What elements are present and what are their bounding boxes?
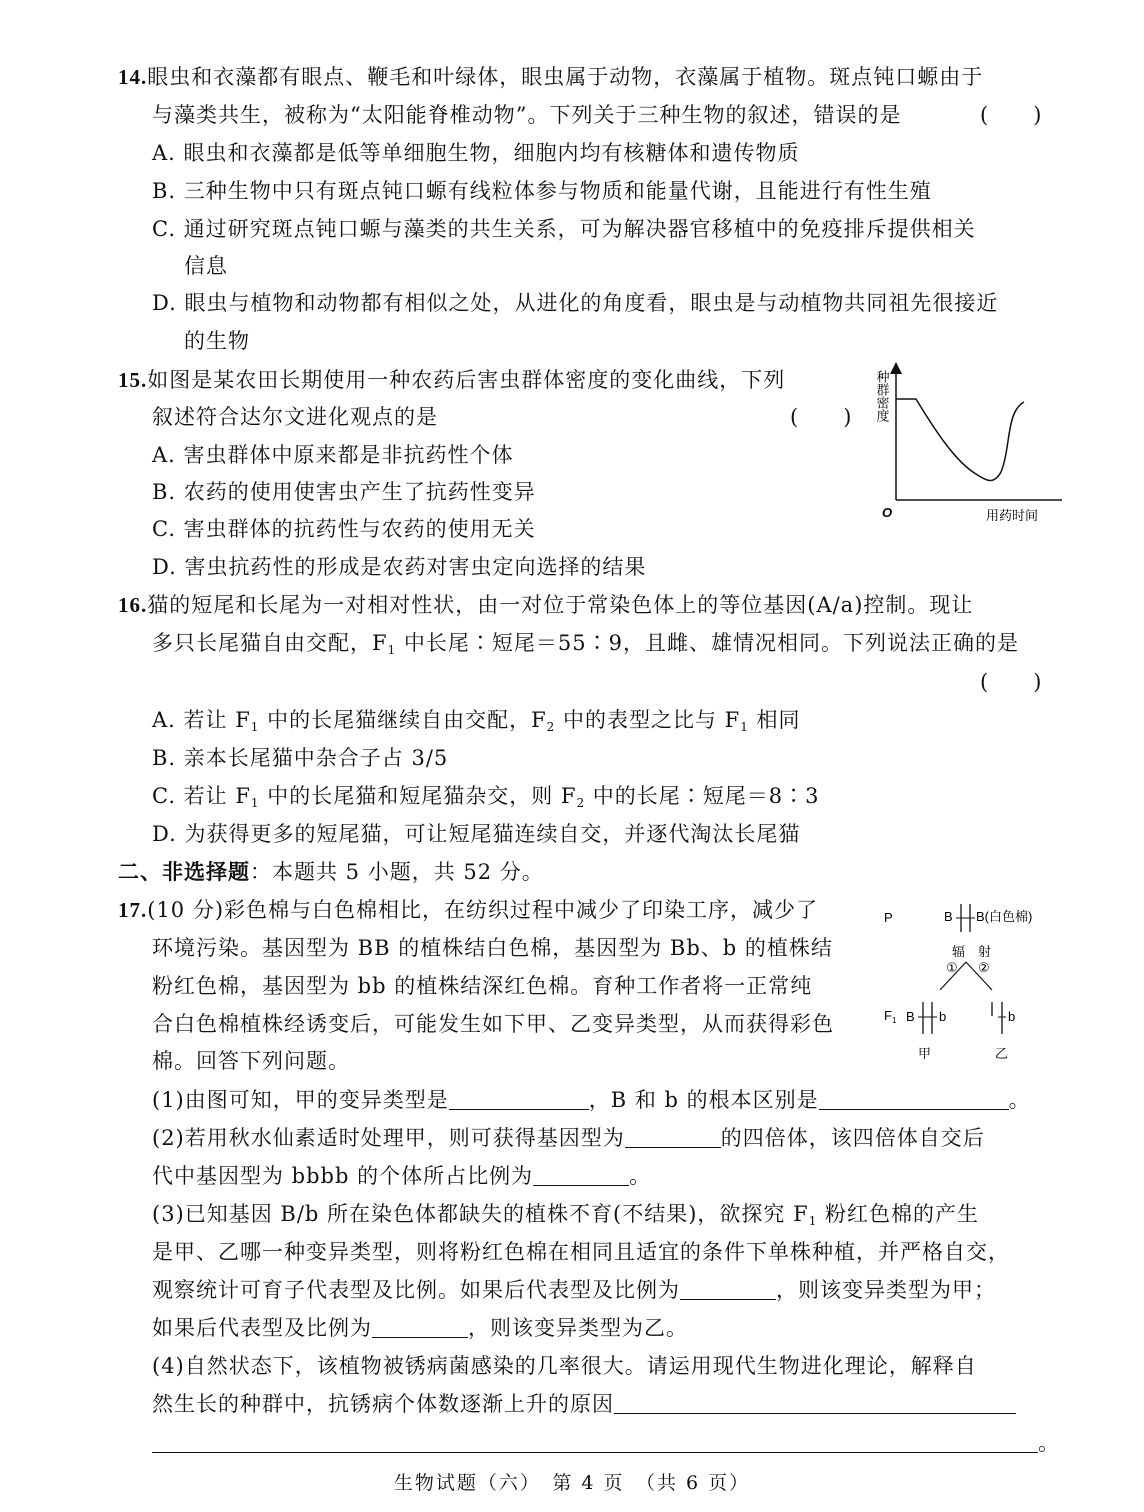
- radiation-label-1: 辐: [952, 944, 966, 959]
- q16-a-3: 中的表型之比与 F: [555, 708, 741, 732]
- q15-density-chart: [866, 362, 1066, 532]
- q17-sub1-text-a: (1)由图可知，甲的变异类型是: [152, 1088, 449, 1112]
- q17-sub2-text-c: 代中基因型为 bbbb 的个体所占比例为: [152, 1164, 534, 1188]
- parent-right-allele: B(白色棉): [976, 909, 1033, 924]
- q14-line2: 与藻类共生，被称为“太阳能脊椎动物”。下列关于三种生物的叙述，错误的是: [152, 103, 902, 127]
- q17-sub3-line2: 是甲、乙哪一种变异类型，则将粉红色棉在相同且适宜的条件下单株种植，并严格自交，: [152, 1240, 1010, 1264]
- q17-sub3-text-d1: 如果后代表型及比例为: [152, 1316, 372, 1340]
- q14-line1: [118, 62, 983, 92]
- q17-sub2: [152, 1123, 985, 1153]
- q16-c-sub1: 1: [250, 796, 260, 810]
- q14-number: 14.: [118, 65, 148, 89]
- q15-option-b: B. 农药的使用使害虫产生了抗药性变异: [152, 480, 536, 504]
- path-1-marker: ①: [946, 960, 958, 975]
- q16-number: 16.: [118, 593, 148, 617]
- q17-sub2-blank-1[interactable]: [625, 1125, 721, 1148]
- jia-allele-b-lower: b: [939, 1009, 947, 1024]
- q17-sub2-blank-2[interactable]: [533, 1163, 629, 1186]
- q17-sub3-text-c2: ，则该变异类型为甲；: [776, 1278, 996, 1302]
- q17-sub1-blank-2[interactable]: [819, 1087, 1009, 1110]
- q17-sub1-blank-1[interactable]: [449, 1087, 589, 1110]
- q17-line1: [118, 895, 818, 925]
- q17-sub3-text-a2: 粉红色棉的产生: [817, 1202, 980, 1226]
- q16-answer-paren: ( ): [980, 670, 1043, 694]
- q17-diagram-svg: [878, 898, 1048, 1063]
- q17-sub2-text-b: 的四倍体，该四倍体自交后: [720, 1126, 985, 1150]
- q17-sub3-text-a1: (3)已知基因 B/b 所在染色体都缺失的植株不育(不结果)，欲探究 F: [152, 1202, 809, 1226]
- q16-stem-2b: 中长尾∶短尾＝55∶9，且雌、雄情况相同。下列说法正确的是: [396, 631, 1019, 655]
- q16-line1: [118, 590, 973, 620]
- q16-sub: 1: [387, 643, 397, 657]
- q17-number: 17.: [118, 898, 148, 922]
- q17-sub4-text-b: 然生长的种群中，抗锈病个体数逐渐上升的原因: [152, 1392, 614, 1416]
- q17-sub4-blank-2[interactable]: [152, 1430, 1038, 1453]
- q15-line2: 叙述符合达尔文进化观点的是: [152, 405, 438, 429]
- q16-stem-1: 猫的短尾和长尾为一对相对性状，由一对位于常染色体上的等位基因(A/a)控制。现让: [147, 593, 974, 617]
- q14-option-d-cont: 的生物: [184, 329, 250, 353]
- yi-allele-b: b: [1008, 1009, 1016, 1024]
- section-2-header: [118, 857, 544, 887]
- q15-chart-svg: [866, 362, 1066, 532]
- q15-line1: [118, 365, 785, 395]
- q15-answer-paren: ( ): [790, 405, 853, 429]
- q17-sub2-cont: [152, 1161, 651, 1191]
- f1-sub: 1: [891, 1016, 897, 1025]
- q17-sub3: [152, 1199, 979, 1236]
- section-2-desc: ：本题共 5 小题，共 52 分。: [250, 860, 544, 884]
- q17-sub4-line3: [152, 1428, 1060, 1458]
- q17-sub3-line3: [152, 1275, 996, 1305]
- jia-allele-b-upper: B: [906, 1009, 915, 1024]
- q16-a-4: 相同: [748, 708, 801, 732]
- diagram-p-label: P: [884, 910, 893, 925]
- q16-c-sub2: 2: [576, 796, 586, 810]
- q17-line2: 环境污染。基因型为 BB 的植株结白色棉，基因型为 Bb、b 的植株结: [152, 936, 833, 960]
- q14-option-a: A. 眼虫和衣藻都是低等单细胞生物，细胞内均有核糖体和遗传物质: [152, 141, 800, 165]
- q16-a-2: 中的长尾猫继续自由交配，F: [259, 708, 547, 732]
- section-2-title: 二、非选择题: [118, 859, 250, 884]
- q16-option-c: [152, 781, 820, 818]
- q17-sub2-text-a: (2)若用秋水仙素适时处理甲，则可获得基因型为: [152, 1126, 625, 1150]
- q16-c-3: 中的长尾∶短尾＝8∶3: [585, 784, 820, 808]
- q17-sub3-text-d2: ，则该变异类型为乙。: [468, 1316, 688, 1340]
- y-axis-label: 种群密度: [874, 370, 890, 422]
- origin-label: O: [882, 505, 893, 520]
- path-2-marker: ②: [978, 960, 990, 975]
- q16-option-a: [152, 705, 801, 742]
- q14-option-c-cont: 信息: [184, 254, 228, 278]
- diagram-f1-label: [884, 1008, 897, 1025]
- q16-a-sub2: 2: [546, 720, 556, 734]
- q16-c-2: 中的长尾猫和短尾猫杂交，则 F: [259, 784, 577, 808]
- q17-sub1-text-c: 。: [1008, 1088, 1031, 1112]
- q14-option-b: B. 三种生物中只有斑点钝口螈有线粒体参与物质和能量代谢，且能进行有性生殖: [152, 179, 932, 203]
- q16-option-b: B. 亲本长尾猫中杂合子占 3/5: [152, 746, 449, 770]
- q17-line4: 合白色棉植株经诱变后，可能发生如下甲、乙变异类型，从而获得彩色: [152, 1012, 834, 1036]
- q17-line5: 棉。回答下列问题。: [152, 1049, 350, 1073]
- q15-option-a: A. 害虫群体中原来都是非抗药性个体: [152, 443, 514, 467]
- q16-option-d: D. 为获得更多的短尾猫，可让短尾猫连续自交，并逐代淘汰长尾猫: [152, 822, 801, 846]
- q17-sub4-line2: [152, 1389, 1016, 1419]
- q17-sub4: (4)自然状态下，该植物被锈病菌感染的几率很大。请运用现代生物进化理论，解释自: [152, 1354, 977, 1378]
- q14-answer-paren: ( ): [980, 103, 1043, 127]
- q17-stem-1: (10 分)彩色棉与白色棉相比，在纺织过程中减少了印染工序，减少了: [147, 898, 819, 922]
- parent-left-allele: B: [944, 909, 953, 924]
- q14-option-d: D. 眼虫与植物和动物都有相似之处，从进化的角度看，眼虫是与动植物共同祖先很接近: [152, 291, 999, 315]
- yi-label: 乙: [995, 1046, 1009, 1061]
- density-curve: [896, 399, 1024, 481]
- q17-sub3-text-c1: 观察统计可育子代表型及比例。如果后代表型及比例为: [152, 1278, 680, 1302]
- q14-stem-1: 眼虫和衣藻都有眼点、鞭毛和叶绿体，眼虫属于动物，衣藻属于植物。斑点钝口螈由于: [147, 65, 984, 89]
- q15-option-d: D. 害虫抗药性的形成是农药对害虫定向选择的结果: [152, 555, 647, 579]
- q16-line2: [152, 628, 1019, 665]
- q17-sub1: [152, 1085, 1031, 1115]
- q17-line3: 粉红色棉，基因型为 bb 的植株结深红色棉。育种工作者将一正常纯: [152, 974, 813, 998]
- q17-sub1-text-b: ，B 和 b 的根本区别是: [588, 1088, 819, 1112]
- f1-text: F: [884, 1008, 892, 1023]
- q17-sub3-blank-1[interactable]: [680, 1277, 776, 1300]
- jia-label: 甲: [918, 1046, 932, 1061]
- q17-sub4-text-c: 。: [1038, 1431, 1060, 1455]
- q15-stem-1: 如图是某农田长期使用一种农药后害虫群体密度的变化曲线，下列: [147, 368, 786, 392]
- q17-sub2-text-d: 。: [629, 1164, 652, 1188]
- q16-a-sub3: 1: [740, 720, 749, 734]
- q16-stem-2a: 多只长尾猫自由交配，F: [152, 631, 388, 655]
- q15-number: 15.: [118, 368, 148, 392]
- q16-a-1: A. 若让 F: [152, 708, 251, 732]
- page-footer: 生物试题（六） 第 4 页 （共 6 页）: [393, 1472, 751, 1494]
- q17-sub4-blank-1[interactable]: [614, 1391, 1016, 1414]
- q17-mutation-diagram: [878, 898, 1048, 1063]
- q17-sub3-sub: 1: [808, 1214, 818, 1228]
- q16-c-1: C. 若让 F: [152, 784, 251, 808]
- q15-option-c: C. 害虫群体的抗药性与农药的使用无关: [152, 517, 536, 541]
- q16-a-sub1: 1: [250, 720, 260, 734]
- q17-sub3-blank-2[interactable]: [372, 1315, 468, 1338]
- q17-sub3-line4: [152, 1313, 688, 1343]
- x-axis-label: 用药时间: [986, 508, 1039, 523]
- radiation-label-2: 射: [978, 944, 992, 959]
- q14-option-c: C. 通过研究斑点钝口螈与藻类的共生关系，可为解决器官移植中的免疫排斥提供相关: [152, 217, 976, 241]
